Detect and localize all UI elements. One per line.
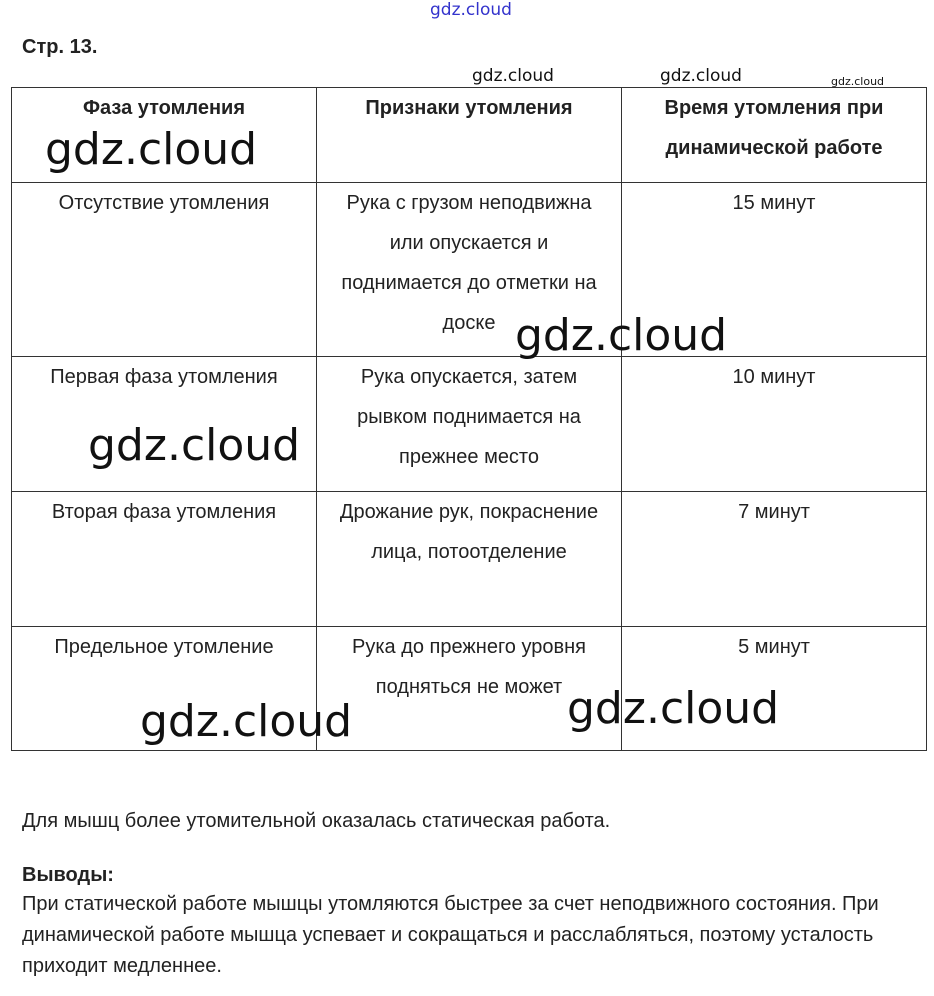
watermark-4: gdz.cloud: [567, 683, 780, 734]
cell-phase: Отсутствие утомления: [12, 183, 317, 357]
header-time: Время утомления при динамической работе: [622, 88, 927, 183]
header-phase: Фаза утомления: [12, 88, 317, 183]
cell-time: 5 минут: [622, 627, 927, 751]
cell-phase: Первая фаза утомления: [12, 357, 317, 492]
table-row: [12, 492, 927, 627]
watermark-3: gdz.cloud: [88, 420, 301, 471]
cell-time: 7 минут: [622, 492, 927, 627]
page-title: Стр. 13.: [22, 36, 98, 58]
cell-phase: Предельное утомление: [12, 627, 317, 751]
cell-time: 15 минут: [622, 183, 927, 357]
cell-signs: Рука до прежнего уровня подняться не может: [317, 627, 622, 751]
fatigue-table: [11, 87, 927, 751]
watermark-1: gdz.cloud: [45, 124, 258, 175]
watermark-top: gdz.cloud: [430, 0, 512, 20]
table-row: [12, 183, 927, 357]
findings-title: Выводы:: [22, 864, 114, 886]
cell-signs: Рука опускается, затем рывком поднимается на прежнее место: [317, 357, 622, 492]
conclusion-text: Для мышц более утомительной оказалась статическая работа.: [22, 810, 611, 832]
watermark-header-3: gdz.cloud: [831, 75, 885, 88]
cell-signs: Рука с грузом неподвижна или опускается и поднимается до отметки на доске: [317, 183, 622, 357]
cell-signs: Дрожание рук, покраснение лица, потоотделение: [317, 492, 622, 627]
findings-text: При статической работе мышцы утомляются быстрее за счет неподвижного состояния. При динамической работе мышца успевает и сокращаться и расслабляться, поэтому усталость приходит медленнее.: [22, 893, 879, 977]
header-signs: Признаки утомления: [317, 88, 622, 183]
watermark-header-2: gdz.cloud: [660, 66, 742, 86]
watermark-5: gdz.cloud: [140, 696, 353, 747]
watermark-header-1: gdz.cloud: [472, 66, 554, 86]
cell-time: 10 минут: [622, 357, 927, 492]
cell-phase: Вторая фаза утомления: [12, 492, 317, 627]
watermark-2: gdz.cloud: [515, 310, 728, 361]
